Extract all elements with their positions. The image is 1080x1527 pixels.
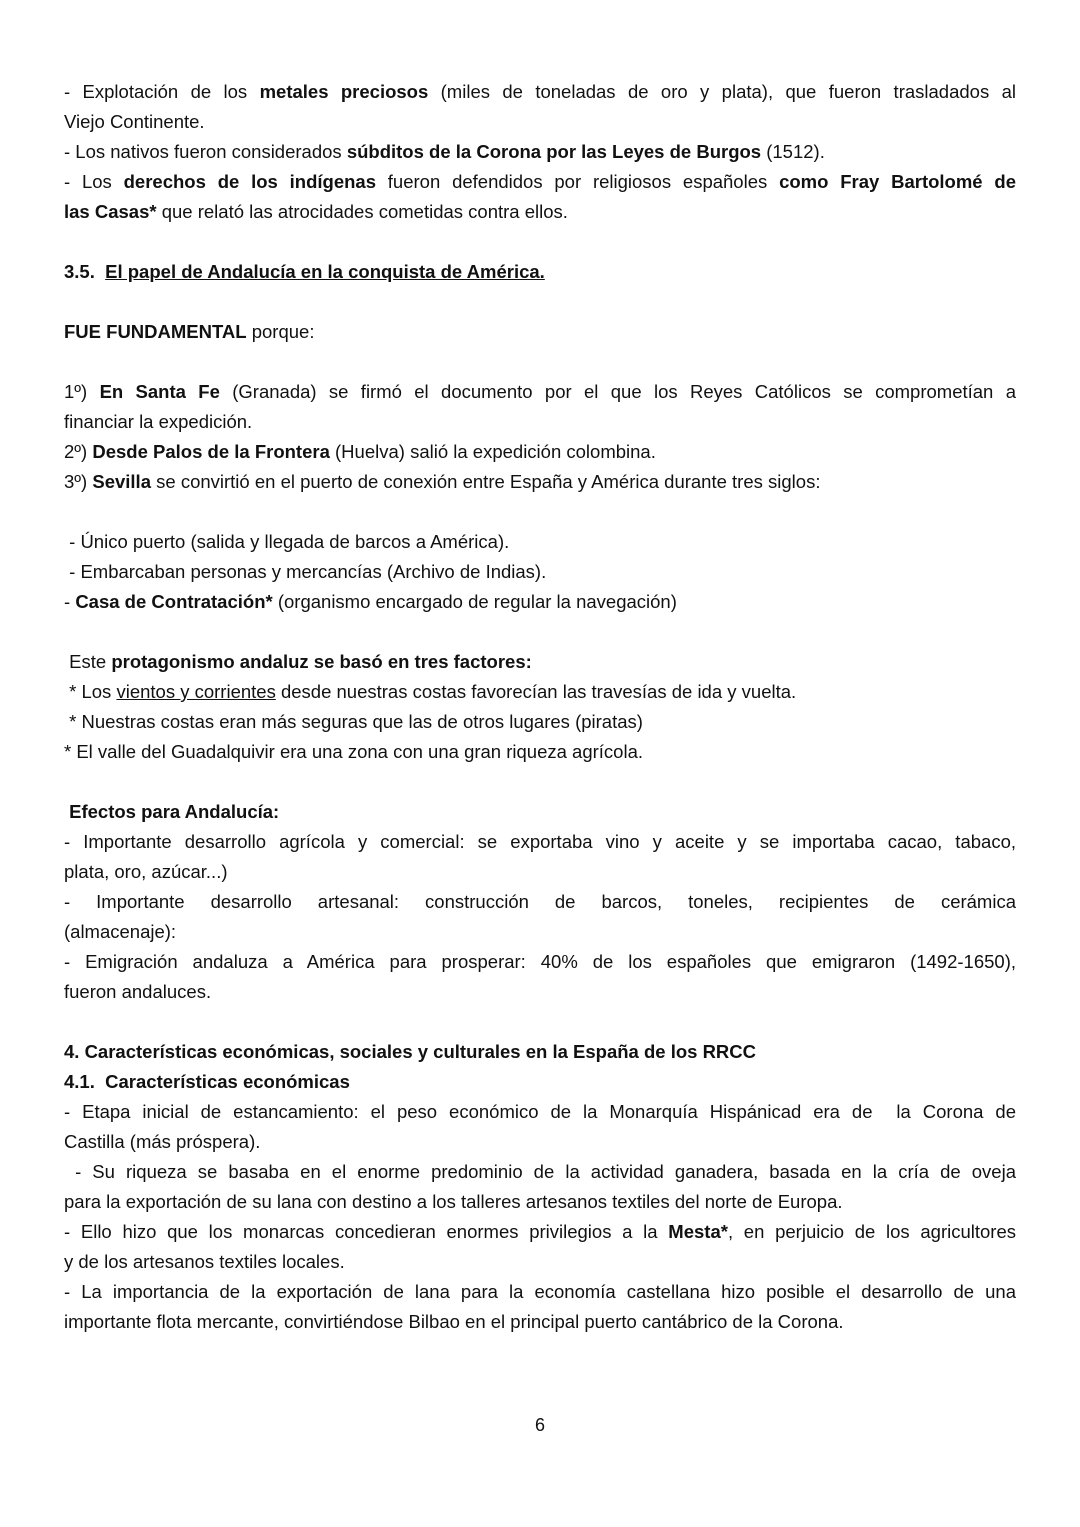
bold-text: Efectos para Andalucía: bbox=[64, 801, 280, 822]
text-line bbox=[64, 827, 1016, 857]
bold-text: derechos de los indígenas bbox=[123, 171, 376, 192]
text-segment: 2º) bbox=[64, 441, 93, 462]
text-segment: y de los artesanos textiles locales. bbox=[64, 1251, 345, 1272]
text-line bbox=[64, 797, 1016, 827]
text-segment: - bbox=[64, 591, 76, 612]
text-line bbox=[64, 1127, 1016, 1157]
text-line bbox=[64, 1187, 1016, 1217]
underlined-text: vientos y corrientes bbox=[116, 681, 276, 702]
text-line bbox=[64, 107, 1016, 137]
blank-line bbox=[64, 617, 1016, 647]
bold-text: Desde Palos de la Frontera bbox=[92, 441, 330, 462]
text-line bbox=[64, 887, 1016, 917]
text-line bbox=[64, 1037, 1016, 1067]
text-segment: (organismo encargado de regular la navegación) bbox=[272, 591, 677, 612]
blank-line bbox=[64, 347, 1016, 377]
text-segment: - Ello hizo que los monarcas concedieran enormes privilegios a la bbox=[64, 1221, 669, 1242]
text-segment: - Su riqueza se basaba en el enorme predominio de la actividad ganadera, basada en la cría de oveja bbox=[64, 1161, 1016, 1182]
bold-text: súbditos de la Corona por las Leyes de Burgos bbox=[346, 141, 762, 162]
text-segment: * Nuestras costas eran más seguras que las de otros lugares (piratas) bbox=[64, 711, 643, 732]
text-line bbox=[64, 467, 1016, 497]
text-segment: para la exportación de su lana con destino a los talleres artesanos textiles del norte de Europa. bbox=[64, 1191, 843, 1212]
bold-text: protagonismo andaluz se basó en tres factores: bbox=[111, 651, 532, 672]
text-line bbox=[64, 137, 1016, 167]
text-segment: Castilla (más próspera). bbox=[64, 1131, 261, 1152]
text-segment: (miles de toneladas de oro y plata), que fueron trasladados al bbox=[428, 81, 1016, 102]
text-line bbox=[64, 587, 1016, 617]
text-segment: - Importante desarrollo artesanal: construcción de barcos, toneles, recipientes de cerámica bbox=[64, 891, 1016, 912]
text-segment: desde nuestras costas favorecían las travesías de ida y vuelta. bbox=[275, 681, 797, 702]
text-segment: fueron defendidos por religiosos españoles bbox=[375, 171, 780, 192]
text-line bbox=[64, 557, 1016, 587]
page-number: 6 bbox=[534, 1415, 545, 1435]
text-line bbox=[64, 317, 1016, 347]
text-line bbox=[64, 1307, 1016, 1337]
bold-text: 4.1. Características económicas bbox=[64, 1071, 350, 1092]
text-segment: - Los bbox=[64, 171, 124, 192]
text-segment: (almacenaje): bbox=[64, 921, 177, 942]
bold-text: Casa de Contratación* bbox=[75, 591, 273, 612]
document-body bbox=[64, 77, 1016, 1337]
text-segment: - Embarcaban personas y mercancías (Archivo de Indias). bbox=[64, 561, 547, 582]
text-line bbox=[64, 647, 1016, 677]
text-line bbox=[64, 1277, 1016, 1307]
bold-text: 4. Características económicas, sociales y culturales en la España de los RRCC bbox=[64, 1041, 757, 1062]
text-segment: fueron andaluces. bbox=[64, 981, 212, 1002]
text-segment: Viejo Continente. bbox=[64, 111, 205, 132]
text-segment: que relató las atrocidades cometidas contra ellos. bbox=[156, 201, 568, 222]
text-line bbox=[64, 77, 1016, 107]
blank-line bbox=[64, 227, 1016, 257]
text-segment: * Los bbox=[64, 681, 117, 702]
blank-line bbox=[64, 287, 1016, 317]
text-line bbox=[64, 197, 1016, 227]
bold-text: las Casas* bbox=[64, 201, 157, 222]
text-line bbox=[64, 527, 1016, 557]
text-segment: * El valle del Guadalquivir era una zona con una gran riqueza agrícola. bbox=[64, 741, 644, 762]
text-segment: - Los nativos fueron considerados bbox=[64, 141, 347, 162]
text-line bbox=[64, 1067, 1016, 1097]
text-line bbox=[64, 1157, 1016, 1187]
text-segment: importante flota mercante, convirtiéndose Bilbao en el principal puerto cantábrico de la Corona. bbox=[64, 1311, 844, 1332]
text-segment: - La importancia de la exportación de lana para la economía castellana hizo posible el desarrollo de una bbox=[64, 1281, 1016, 1302]
text-line bbox=[64, 257, 1016, 287]
bold-text: En Santa Fe bbox=[99, 381, 220, 402]
text-segment: , en perjuicio de los agricultores bbox=[727, 1221, 1016, 1242]
text-segment: - Explotación de los bbox=[64, 81, 260, 102]
bold-text: El papel de Andalucía en la conquista de América. bbox=[105, 261, 545, 282]
bold-text: FUE FUNDAMENTAL bbox=[64, 321, 247, 342]
bold-text: Sevilla bbox=[92, 471, 151, 492]
text-segment: (1512). bbox=[761, 141, 825, 162]
text-segment: plata, oro, azúcar...) bbox=[64, 861, 228, 882]
text-segment: 3º) bbox=[64, 471, 93, 492]
text-segment: Este bbox=[64, 651, 112, 672]
blank-line bbox=[64, 497, 1016, 527]
text-line bbox=[64, 917, 1016, 947]
text-line bbox=[64, 707, 1016, 737]
text-segment: 1º) bbox=[64, 381, 100, 402]
text-segment: - Importante desarrollo agrícola y comercial: se exportaba vino y aceite y se importaba cacao, tabaco, bbox=[64, 831, 1016, 852]
text-segment: - Etapa inicial de estancamiento: el peso económico de la Monarquía Hispánicad era de la Corona de bbox=[64, 1101, 1016, 1122]
bold-text: como Fray Bartolomé de bbox=[779, 171, 1016, 192]
blank-line bbox=[64, 1007, 1016, 1037]
bold-text: Mesta* bbox=[668, 1221, 728, 1242]
text-line bbox=[64, 947, 1016, 977]
text-line bbox=[64, 1247, 1016, 1277]
text-line bbox=[64, 857, 1016, 887]
text-segment: - Emigración andaluza a América para prosperar: 40% de los españoles que emigraron (1492-1650), bbox=[64, 951, 1016, 972]
text-segment: financiar la expedición. bbox=[64, 411, 253, 432]
blank-line bbox=[64, 767, 1016, 797]
text-line bbox=[64, 677, 1016, 707]
text-line bbox=[64, 737, 1016, 767]
bold-text: metales preciosos bbox=[259, 81, 429, 102]
text-line bbox=[64, 1217, 1016, 1247]
text-segment: (Huelva) salió la expedición colombina. bbox=[329, 441, 656, 462]
text-segment: - Único puerto (salida y llegada de barcos a América). bbox=[64, 531, 510, 552]
text-line bbox=[64, 1097, 1016, 1127]
text-segment: se convirtió en el puerto de conexión entre España y América durante tres siglos: bbox=[151, 471, 821, 492]
text-segment: (Granada) se firmó el documento por el que los Reyes Católicos se comprometían a bbox=[219, 381, 1016, 402]
text-line bbox=[64, 377, 1016, 407]
text-line bbox=[64, 407, 1016, 437]
text-line bbox=[64, 977, 1016, 1007]
bold-text: 3.5. bbox=[64, 261, 106, 282]
text-line bbox=[64, 437, 1016, 467]
text-segment: porque: bbox=[246, 321, 315, 342]
text-line bbox=[64, 167, 1016, 197]
